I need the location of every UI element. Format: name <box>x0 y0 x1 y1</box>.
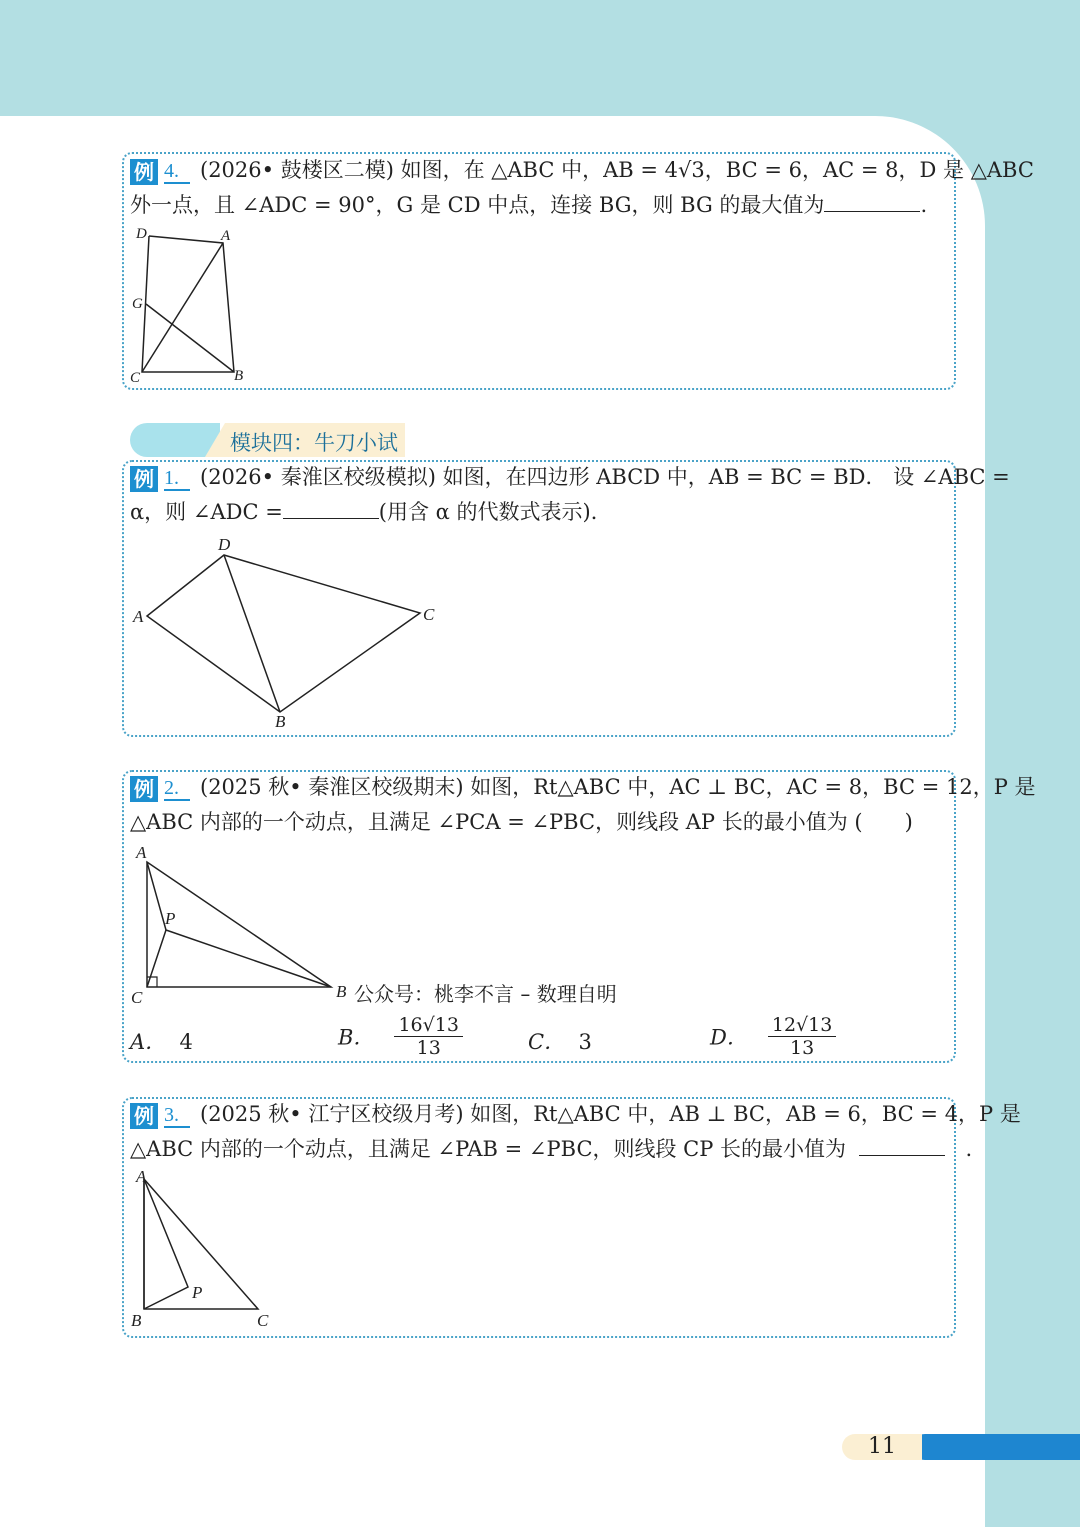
example-1-text2: α，则 ∠ADC = <box>130 500 283 524</box>
example-tag: 例 <box>130 466 158 492</box>
choice-d-fraction <box>768 1014 836 1059</box>
label-P: P <box>165 909 176 928</box>
label-A: A <box>221 228 231 244</box>
example-2-line1 <box>130 775 1036 802</box>
example-1-line1 <box>130 465 1010 492</box>
example-4-line1 <box>130 158 1034 185</box>
label-P: P <box>192 1283 203 1302</box>
label-B: B <box>336 982 347 1001</box>
label-A: A <box>136 843 147 862</box>
example-3-figure <box>128 1166 288 1331</box>
answer-blank <box>283 500 379 519</box>
example-tag: 例 <box>130 776 158 802</box>
label-B: B <box>131 1311 142 1330</box>
example-4-text2: 外一点，且 ∠ADC = 90°，G 是 CD 中点，连接 BG，则 BG 的最大值为 <box>130 193 825 217</box>
example-tag: 例 <box>130 159 158 185</box>
choice-b[interactable] <box>338 1014 463 1059</box>
choice-d-numerator: 12√13 <box>768 1014 836 1037</box>
choice-b-fraction <box>394 1014 462 1059</box>
example-number: 1. <box>164 467 190 491</box>
label-A: A <box>136 1167 147 1186</box>
label-D: D <box>218 535 231 554</box>
example-tag: 例 <box>130 1103 158 1129</box>
example-3-line1 <box>130 1102 1021 1129</box>
section-title: 模块四：牛刀小试 <box>230 431 398 455</box>
example-number: 2. <box>164 777 190 801</box>
answer-blank <box>859 1137 945 1156</box>
choice-d[interactable] <box>710 1014 836 1059</box>
example-1-text1: (2026• 秦淮区校级模拟) 如图，在四边形 ABCD 中，AB = BC = BD． 设 ∠ABC = <box>200 465 1010 489</box>
example-4-line2 <box>130 193 927 217</box>
example-2-figure <box>128 840 358 1010</box>
example-3-text1: (2025 秋• 江宁区校级月考) 如图，Rt△ABC 中，AB ⊥ BC，AB = 6，BC = 4，P 是 <box>200 1102 1021 1126</box>
page-number: 11 <box>842 1434 922 1460</box>
choice-c-value: 3 <box>578 1030 592 1054</box>
label-C: C <box>257 1311 269 1330</box>
page-number-bar <box>912 1434 1080 1460</box>
example-4-period: . <box>920 193 928 217</box>
example-number: 3. <box>164 1104 190 1128</box>
label-C: C <box>423 605 435 624</box>
example-number: 4. <box>164 160 190 184</box>
example-1-figure <box>130 532 450 732</box>
label-G: G <box>132 296 143 312</box>
example-1-text3: (用含 α 的代数式表示)． <box>378 500 612 524</box>
example-4-text1: (2026• 鼓楼区二模) 如图，在 △ABC 中，AB = 4√3，BC = 6，AC = 8，D 是 △ABC <box>200 158 1034 182</box>
label-C: C <box>131 988 143 1007</box>
example-3-period: . <box>965 1137 973 1161</box>
answer-blank <box>824 193 920 212</box>
example-4-figure <box>128 224 258 389</box>
choice-a-label: A． <box>130 1030 167 1054</box>
label-A: A <box>133 607 144 626</box>
section-banner <box>130 423 405 457</box>
example-2-text2: △ABC 内部的一个动点，且满足 ∠PCA = ∠PBC，则线段 AP 长的最小值为 ( ) <box>130 810 913 834</box>
example-3-text2: △ABC 内部的一个动点，且满足 ∠PAB = ∠PBC，则线段 CP 长的最小值为 <box>130 1137 847 1161</box>
choice-c[interactable] <box>528 1026 592 1056</box>
watermark-text: 公众号：桃李不言 – 数理自明 <box>354 982 617 1006</box>
choice-b-numerator: 16√13 <box>394 1014 462 1037</box>
example-2-text1: (2025 秋• 秦淮区校级期末) 如图，Rt△ABC 中，AC ⊥ BC，AC = 8，BC = 12，P 是 <box>200 775 1036 799</box>
choice-d-denominator: 13 <box>790 1037 815 1059</box>
example-2-line2 <box>130 810 913 834</box>
label-B: B <box>234 368 244 384</box>
choice-b-label: B． <box>338 1025 375 1050</box>
label-B: B <box>275 712 286 731</box>
choice-a[interactable] <box>130 1026 193 1056</box>
choice-a-value: 4 <box>179 1030 193 1054</box>
label-D: D <box>136 226 147 242</box>
choice-b-denominator: 13 <box>416 1037 441 1059</box>
example-1-line2 <box>130 500 612 524</box>
example-3-line2 <box>130 1137 972 1161</box>
choice-c-label: C． <box>528 1030 566 1054</box>
choice-d-label: D． <box>710 1025 748 1050</box>
label-C: C <box>130 370 141 386</box>
